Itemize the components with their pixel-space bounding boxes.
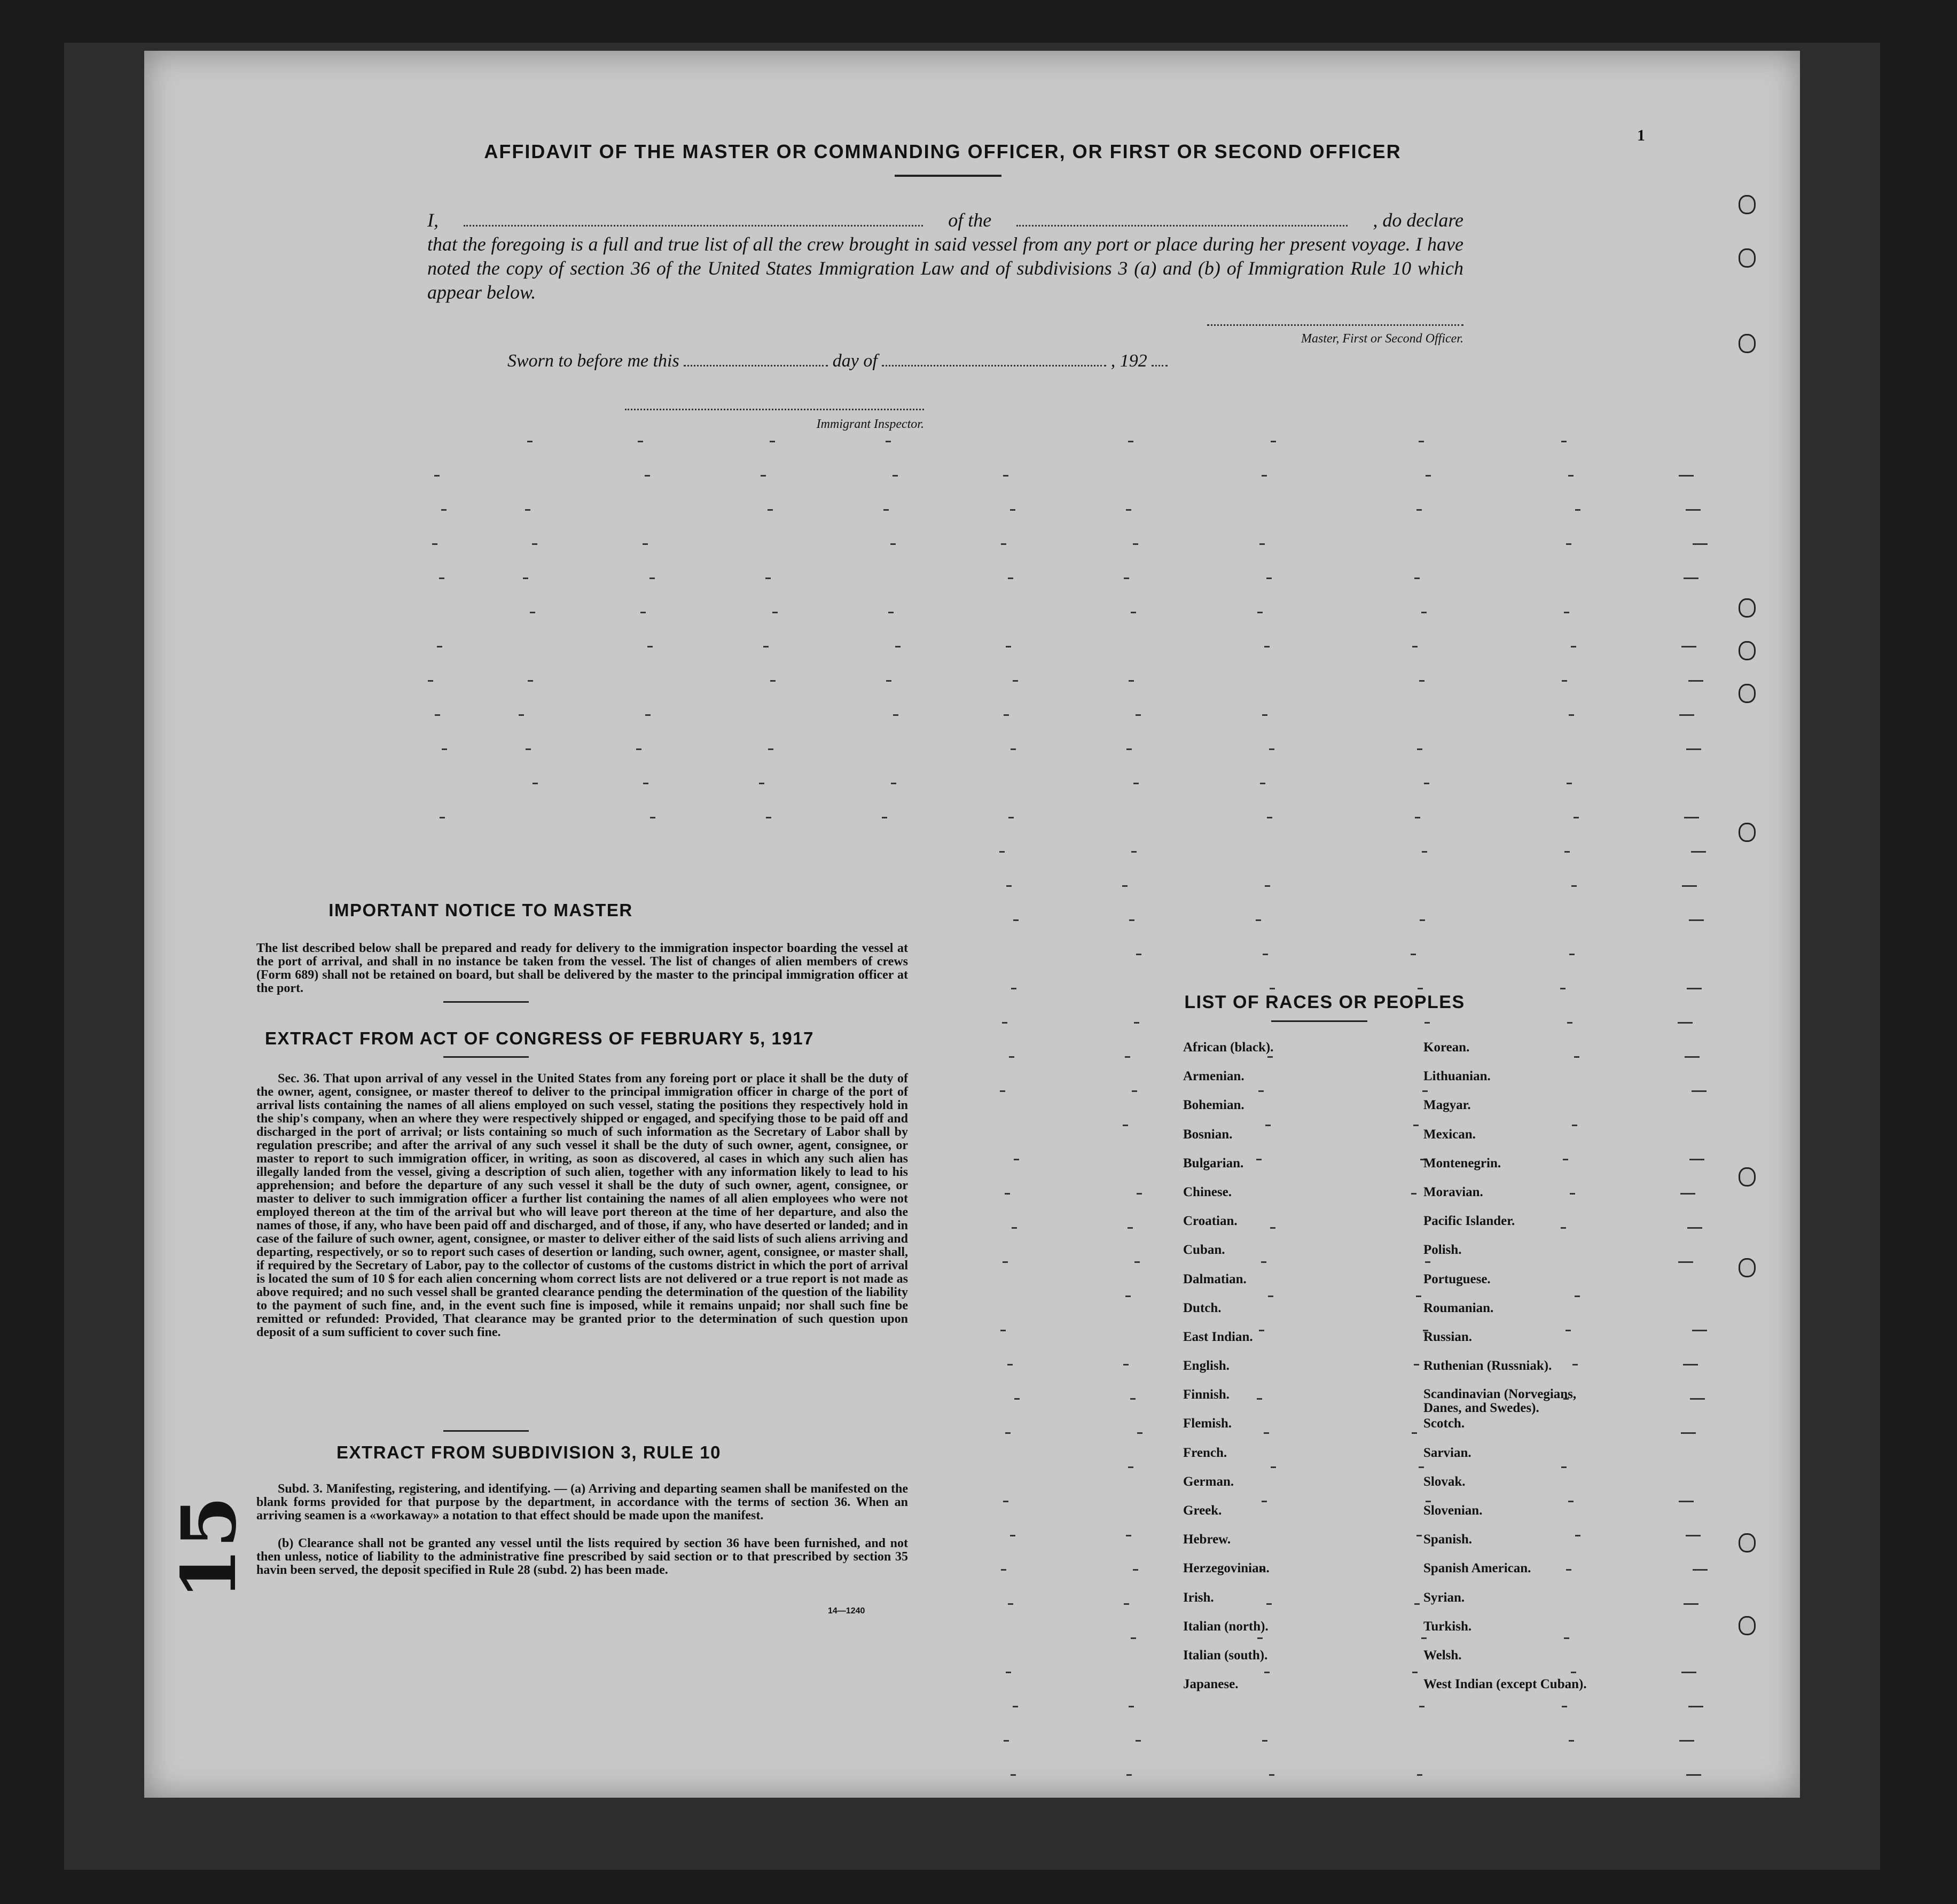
race-item: East Indian.	[1183, 1329, 1253, 1344]
sworn-text: Sworn to before me this	[507, 351, 679, 371]
ditto-mark	[1569, 1740, 1574, 1742]
ditto-mark	[1575, 509, 1580, 511]
ditto-mark	[1564, 612, 1569, 613]
act-extract-title: EXTRACT FROM ACT OF CONGRESS OF FEBRUARY 5, 1917	[265, 1028, 814, 1048]
ditto-mark	[1412, 1672, 1418, 1673]
race-item: Slovak.	[1423, 1474, 1466, 1489]
ditto-mark	[888, 612, 894, 613]
ditto-mark	[1562, 1706, 1567, 1707]
ditto-mark	[1126, 748, 1132, 750]
ditto-mark	[1133, 1569, 1138, 1571]
ditto-mark	[440, 817, 445, 818]
ditto-mark	[1684, 578, 1698, 579]
ditto-mark	[1004, 714, 1009, 716]
ditto-mark	[768, 509, 773, 511]
notice-rule	[443, 1001, 529, 1003]
ditto-mark	[1681, 1672, 1696, 1673]
ditto-mark	[1007, 1364, 1013, 1365]
ditto-mark	[770, 441, 775, 442]
act-extract-end-rule	[443, 1430, 529, 1432]
races-title: LIST OF RACES OR PEOPLES	[1184, 992, 1465, 1012]
ditto-mark	[1259, 543, 1265, 545]
ditto-mark	[1693, 543, 1708, 545]
ditto-mark	[1562, 680, 1567, 682]
ditto-mark	[893, 714, 898, 716]
race-item: Italian (north).	[1183, 1619, 1269, 1634]
ditto-mark	[1419, 441, 1424, 442]
ditto-mark	[1421, 612, 1427, 613]
ditto-mark	[525, 509, 530, 511]
ditto-mark	[1686, 1774, 1701, 1776]
ditto-mark	[1688, 1706, 1703, 1707]
race-item: English.	[1183, 1359, 1230, 1374]
ditto-mark	[1685, 1056, 1700, 1058]
sheet-number-stamp: 15	[166, 1496, 253, 1600]
ditto-mark	[1133, 783, 1139, 784]
ditto-mark	[528, 680, 533, 682]
ditto-mark	[1689, 919, 1704, 921]
ditto-mark	[1124, 1603, 1129, 1605]
race-item: Spanish.	[1423, 1532, 1473, 1547]
ditto-mark	[1260, 783, 1265, 784]
ditto-mark	[1129, 1706, 1134, 1707]
document-sheet	[144, 51, 1800, 1798]
race-item: Flemish.	[1183, 1416, 1232, 1431]
binding-hole	[1739, 334, 1756, 353]
ditto-mark	[645, 475, 650, 477]
ditto-mark	[527, 441, 533, 442]
ditto-mark	[636, 748, 641, 750]
declaration-of-the: of the	[948, 209, 992, 231]
ditto-mark	[532, 543, 537, 545]
notice-text: The list described below shall be prepared and ready for delivery to the immigration inspector boarding the vessel at the port of arrival, and shall in no instance be taken from the vessel. The list of changes of alien members of crews (Form 689) shall not be retained on board, but shall be delivered by the master to the principal immigration officer at the port.	[256, 941, 908, 995]
ditto-mark	[1678, 1022, 1693, 1024]
ditto-mark	[1128, 1227, 1133, 1229]
ditto-mark	[759, 783, 764, 784]
ditto-mark	[1137, 1432, 1142, 1434]
ditto-mark	[1123, 1364, 1129, 1365]
ditto-mark	[1569, 714, 1574, 716]
race-item: Portuguese.	[1423, 1271, 1491, 1286]
race-item: Polish.	[1423, 1243, 1462, 1258]
ditto-mark	[1137, 1193, 1142, 1195]
ditto-mark	[1411, 1193, 1416, 1195]
ditto-mark	[1416, 509, 1422, 511]
race-item: Scandinavian (Norvegians, Danes, and Swedes).	[1423, 1387, 1577, 1416]
races-column-2	[1423, 1040, 1600, 1706]
ditto-mark	[1564, 851, 1570, 853]
ditto-mark	[770, 680, 776, 682]
race-item: Lithuanian.	[1423, 1069, 1491, 1084]
binding-hole	[1739, 195, 1756, 214]
ditto-mark	[1262, 1740, 1267, 1742]
ditto-mark	[1134, 1022, 1139, 1024]
binding-hole	[1739, 248, 1756, 268]
ditto-mark	[1424, 1022, 1430, 1024]
race-item: Sarvian.	[1423, 1445, 1471, 1460]
ditto-mark	[1414, 578, 1420, 579]
race-item: Spanish American.	[1423, 1561, 1531, 1576]
binding-hole	[1739, 641, 1756, 660]
binding-hole	[1739, 684, 1756, 703]
race-item: Italian (south).	[1183, 1648, 1268, 1663]
ditto-mark	[1004, 1740, 1009, 1742]
ditto-mark	[1689, 1159, 1704, 1160]
notice-title: IMPORTANT NOTICE TO MASTER	[328, 900, 633, 920]
ditto-mark	[1125, 1296, 1131, 1297]
ditto-mark	[1132, 1090, 1137, 1092]
ditto-mark	[1131, 1637, 1136, 1639]
ditto-mark	[1010, 509, 1015, 511]
ditto-mark	[895, 646, 901, 647]
race-item: Cuban.	[1183, 1243, 1225, 1258]
ditto-mark	[763, 646, 769, 647]
ditto-mark	[1005, 1432, 1011, 1434]
race-item: Syrian.	[1423, 1590, 1465, 1605]
ditto-mark	[1416, 1296, 1421, 1297]
ditto-mark	[1566, 543, 1571, 545]
ditto-mark	[1006, 1672, 1011, 1673]
ditto-mark	[1690, 1398, 1705, 1400]
ditto-mark	[1008, 1603, 1013, 1605]
ditto-mark	[1424, 783, 1429, 784]
race-item: Bohemian.	[1183, 1098, 1244, 1113]
ditto-mark	[1678, 1261, 1693, 1263]
race-item: Croatian.	[1183, 1214, 1238, 1229]
ditto-mark	[1567, 1022, 1572, 1024]
ditto-mark	[1126, 1535, 1131, 1536]
race-item: Finnish.	[1183, 1387, 1230, 1402]
binding-hole	[1739, 823, 1756, 842]
race-item: German.	[1183, 1474, 1234, 1489]
race-item: Moravian.	[1423, 1184, 1483, 1199]
ditto-mark	[1010, 1535, 1015, 1536]
race-item: Korean.	[1423, 1040, 1470, 1055]
ditto-mark	[1418, 988, 1423, 989]
races-rule	[1271, 1020, 1367, 1022]
ditto-mark	[643, 543, 648, 545]
ditto-mark	[886, 441, 891, 442]
ditto-mark	[1679, 1740, 1694, 1742]
ditto-mark	[1269, 1774, 1274, 1776]
declaration-body: that the foregoing is a full and true list of all the crew brought in said vessel from any port or place during her present voyage. I have noted the copy of section 36 of the United States Immigration Law and of subdivisions 3 (a) and (b) of Immigration Rule 10 which appear below.	[427, 233, 1463, 303]
ditto-mark	[1256, 919, 1261, 921]
ditto-mark	[1692, 1330, 1707, 1331]
ditto-mark	[1125, 1056, 1130, 1058]
ditto-mark	[1414, 1364, 1419, 1365]
ditto-mark	[999, 851, 1005, 853]
ditto-mark	[1693, 1569, 1708, 1571]
ditto-mark	[1123, 1125, 1128, 1126]
binding-hole	[1739, 1616, 1756, 1635]
ditto-mark	[1001, 1569, 1006, 1571]
ditto-mark	[1561, 441, 1567, 442]
affidavit-title: AFFIDAVIT OF THE MASTER OR COMMANDING OFFICER, OR FIRST OR SECOND OFFICER	[484, 141, 1402, 162]
ditto-mark	[1006, 885, 1012, 887]
ditto-mark	[650, 817, 655, 818]
ditto-mark	[1126, 509, 1131, 511]
ditto-mark	[883, 509, 889, 511]
ditto-mark	[1001, 543, 1006, 545]
race-item: Japanese.	[1183, 1677, 1239, 1692]
race-item: Bulgarian.	[1183, 1156, 1244, 1171]
ditto-mark	[1126, 1774, 1132, 1776]
ditto-mark	[1013, 1706, 1018, 1707]
ditto-mark	[1415, 817, 1420, 818]
ditto-mark	[1679, 1501, 1694, 1502]
ditto-mark	[1263, 954, 1268, 955]
ditto-mark	[1134, 1261, 1140, 1263]
race-item: Russian.	[1423, 1329, 1473, 1344]
binding-hole	[1739, 598, 1756, 618]
ditto-mark	[1011, 1774, 1016, 1776]
sworn-day-of: day of	[832, 351, 878, 371]
ditto-mark	[1130, 1398, 1136, 1400]
ditto-mark	[1567, 783, 1572, 784]
ditto-mark	[1003, 1501, 1008, 1502]
ditto-mark	[1574, 817, 1579, 818]
race-item: Armenian.	[1183, 1069, 1244, 1084]
ditto-mark	[1683, 1364, 1698, 1365]
ditto-mark	[530, 612, 535, 613]
race-item: Montenegrin.	[1423, 1156, 1501, 1171]
ditto-mark	[645, 714, 651, 716]
declaration-i: I,	[427, 209, 439, 231]
act-extract-text: Sec. 36. That upon arrival of any vessel in the United States from any foreing port or place it shall be the duty of the owner, agent, consignee, or master thereof to deliver to the principal immigration officer in charge of the port of arrival lists containing the names of all aliens employed on such vessel, stating the positions they respectively hold in the ship's company, when an where they were respectively shipped or engaged, and specifying those to be paid off and discharged in the port of arrival; or lists containing so much of such information as the Secretary of Labor shall by regulation prescribe; and after the arrival of any such vessel it shall be the duty of such owner, agent, consignee, or master to report to such immigration officer, in writing, as soon as discovered, al cases in which any such alien has illegally landed from the vessel, giving a description of such alien, together with any information likely to lead to his apprehension; and before the departure of any such vessel it shall be the duty of such owner, agent, consignee, or master to deliver to such immigration officer a further list containing the names of all alien employees who were not employed thereon at the tim of the arrival but who will leave port thereon at the time of her departure, and also the names of those, if any, who have been paid off and discharged, and of those, if any, who have deserted or landed; and in case of the failure of such owner, agent, consignee, or master to deliver either of the said lists of such aliens arriving and departing, respectively, or so to report such cases of desertion or landing, such owner, agent, consignee, or master shall, if required by the Secretary of Labor, pay to the collector of customs of the customs district in which the port of arrival is located the sum of 10 $ for each alien concerning whom correct lists are not delivered or a true report is not made as above required; and no such vessel shall be granted clearance pending the determination of the question of the liability to the payment of such fine, and, in the event such fine is imposed, while it remains unpaid; nor shall such fine be remitted or refunded: Provided, That clearance may be granted prior to the determination of such question upon deposit of a sum sufficient to cover such fine.	[256, 1072, 908, 1339]
ditto-mark	[893, 475, 898, 477]
race-item: Slovenian.	[1423, 1503, 1483, 1518]
master-caption: Master, First or Second Officer.	[1301, 332, 1463, 346]
ditto-mark	[1417, 748, 1422, 750]
ditto-mark	[1416, 1535, 1422, 1536]
ditto-mark	[1417, 1774, 1422, 1776]
ditto-mark	[441, 509, 447, 511]
ditto-mark	[1684, 817, 1699, 818]
ditto-mark	[1686, 1535, 1701, 1536]
ditto-mark	[1136, 954, 1141, 955]
binding-hole	[1739, 1533, 1756, 1552]
corner-mark: 1	[1637, 127, 1645, 144]
race-item: Dalmatian.	[1183, 1271, 1247, 1286]
ditto-mark	[428, 680, 433, 682]
ditto-mark	[765, 578, 771, 579]
ditto-mark	[1413, 1125, 1419, 1126]
race-item: Turkish.	[1423, 1619, 1472, 1634]
ditto-mark	[766, 817, 771, 818]
ditto-mark	[1013, 919, 1019, 921]
ditto-mark	[435, 714, 440, 716]
ditto-mark	[1419, 1706, 1424, 1707]
ditto-mark	[1692, 1090, 1706, 1092]
race-item: West Indian (except Cuban).	[1423, 1677, 1587, 1692]
rule-extract-title: EXTRACT FROM SUBDIVISION 3, RULE 10	[336, 1442, 721, 1462]
ditto-mark	[526, 748, 531, 750]
ditto-mark	[1005, 1193, 1010, 1195]
ditto-mark	[768, 748, 773, 750]
race-item: Ruthenian (Russniak).	[1423, 1359, 1552, 1374]
ditto-mark	[890, 543, 896, 545]
ditto-mark	[1568, 475, 1574, 477]
act-extract-rule	[443, 1056, 529, 1058]
ditto-mark	[1267, 817, 1272, 818]
ditto-mark	[643, 783, 648, 784]
ditto-mark	[1684, 1603, 1698, 1605]
ditto-mark	[1412, 646, 1418, 647]
ditto-mark	[1419, 680, 1424, 682]
race-item: Scotch.	[1423, 1416, 1465, 1431]
ditto-mark	[1688, 680, 1703, 682]
binding-hole	[1739, 1167, 1756, 1187]
ditto-mark	[1271, 441, 1276, 442]
ditto-mark	[1560, 988, 1565, 989]
ditto-mark	[1265, 885, 1270, 887]
ditto-mark	[1687, 988, 1702, 989]
ditto-mark	[519, 714, 524, 716]
ditto-mark	[1257, 612, 1263, 613]
ditto-mark	[1679, 714, 1694, 716]
ditto-mark	[1569, 954, 1575, 955]
form-number: 14—1240	[828, 1606, 865, 1616]
race-item: Herzegovinian.	[1183, 1561, 1270, 1576]
race-item: Hebrew.	[1183, 1532, 1231, 1547]
ditto-mark	[638, 441, 643, 442]
ditto-mark	[1422, 851, 1427, 853]
ditto-mark	[439, 578, 444, 579]
ditto-mark	[437, 646, 442, 647]
ditto-mark	[886, 680, 891, 682]
ditto-mark	[1000, 1090, 1005, 1092]
ditto-mark	[1003, 475, 1008, 477]
ditto-mark	[647, 646, 653, 647]
ditto-mark	[1687, 1227, 1702, 1229]
ditto-mark	[432, 543, 437, 545]
race-item: Dutch.	[1183, 1300, 1222, 1315]
binding-hole	[1739, 1258, 1756, 1277]
ditto-mark	[1262, 475, 1267, 477]
ditto-mark	[533, 783, 538, 784]
ditto-mark	[1571, 885, 1577, 887]
ditto-mark	[1011, 748, 1016, 750]
ditto-mark	[1009, 1056, 1014, 1058]
ditto-mark	[1012, 1227, 1017, 1229]
race-item: Magyar.	[1423, 1098, 1471, 1113]
ditto-mark	[761, 475, 766, 477]
rule-extract-text-b: (b) Clearance shall not be granted any vessel until the lists required by section 36 have been furnished, and not then unless, notice of liability to the administrative fine prescribed by said section or to that prescribed by section 35 havin been served, the deposit specified in Rule 28 (subd. 2) has been made.	[256, 1536, 908, 1577]
ditto-mark	[1411, 954, 1416, 955]
ditto-mark	[1681, 1432, 1696, 1434]
ditto-mark	[1264, 646, 1270, 647]
ditto-mark	[1129, 919, 1134, 921]
ditto-mark	[882, 817, 887, 818]
sworn-year: , 192	[1110, 351, 1147, 371]
ditto-mark	[1002, 1022, 1007, 1024]
race-item: Mexican.	[1423, 1127, 1476, 1142]
ditto-mark	[1133, 543, 1138, 545]
ditto-mark	[1686, 748, 1701, 750]
ditto-mark	[1412, 1432, 1417, 1434]
ditto-mark	[1686, 509, 1701, 511]
ditto-mark	[1124, 578, 1129, 579]
ditto-mark	[891, 783, 896, 784]
ditto-mark	[1136, 714, 1141, 716]
ditto-mark	[1680, 1193, 1695, 1195]
ditto-mark	[1006, 646, 1011, 647]
ditto-mark	[1420, 919, 1425, 921]
races-column-1	[1183, 1040, 1273, 1706]
rule-extract-text-a: Subd. 3. Manifesting, registering, and identifying. — (a) Arriving and departing seamen shall be manifested on the blank forms provided for that purpose by the department, in accordance with the terms of section 36. When an arriving seamen is a «workaway» a notation to that effect should be made upon the manifest.	[256, 1482, 908, 1523]
ditto-mark	[1013, 680, 1018, 682]
ditto-mark	[640, 612, 646, 613]
ditto-mark	[1131, 612, 1136, 613]
declaration-do-declare: , do declare	[1373, 209, 1463, 231]
ditto-mark	[1270, 988, 1275, 989]
ditto-mark	[1129, 680, 1134, 682]
ditto-mark	[1128, 441, 1133, 442]
ditto-mark	[1000, 1330, 1006, 1331]
ditto-mark	[1691, 851, 1706, 853]
ditto-mark	[1266, 578, 1272, 579]
ditto-mark	[1011, 988, 1016, 989]
ditto-mark	[434, 475, 440, 477]
ditto-mark	[1414, 1603, 1420, 1605]
ditto-mark	[442, 748, 447, 750]
ditto-mark	[1008, 578, 1013, 579]
ditto-mark	[1426, 475, 1431, 477]
ditto-mark	[1136, 1740, 1141, 1742]
race-item: Welsh.	[1423, 1648, 1462, 1663]
ditto-mark	[1571, 646, 1576, 647]
race-item: Roumanian.	[1423, 1300, 1494, 1315]
ditto-mark	[1128, 1466, 1133, 1468]
ditto-mark	[1003, 1261, 1008, 1263]
ditto-mark	[1679, 475, 1694, 477]
ditto-mark	[772, 612, 778, 613]
ditto-mark	[1682, 885, 1697, 887]
ditto-mark	[1122, 885, 1128, 887]
ditto-mark	[1008, 817, 1014, 818]
race-item: Irish.	[1183, 1590, 1214, 1605]
race-item: Bosnian.	[1183, 1127, 1233, 1142]
ditto-mark	[523, 578, 528, 579]
ditto-mark	[1014, 1159, 1019, 1160]
race-item: Greek.	[1183, 1503, 1222, 1518]
ditto-mark	[1014, 1398, 1020, 1400]
race-item: Pacific Islander.	[1423, 1214, 1515, 1229]
inspector-caption: Immigrant Inspector.	[816, 417, 924, 431]
race-item: French.	[1183, 1445, 1227, 1460]
ditto-mark	[1269, 748, 1274, 750]
ditto-mark	[1262, 714, 1267, 716]
ditto-mark	[649, 578, 655, 579]
race-item: African (black).	[1183, 1040, 1274, 1055]
race-item: Chinese.	[1183, 1184, 1232, 1199]
ditto-mark	[1131, 851, 1137, 853]
ditto-mark	[1681, 646, 1696, 647]
